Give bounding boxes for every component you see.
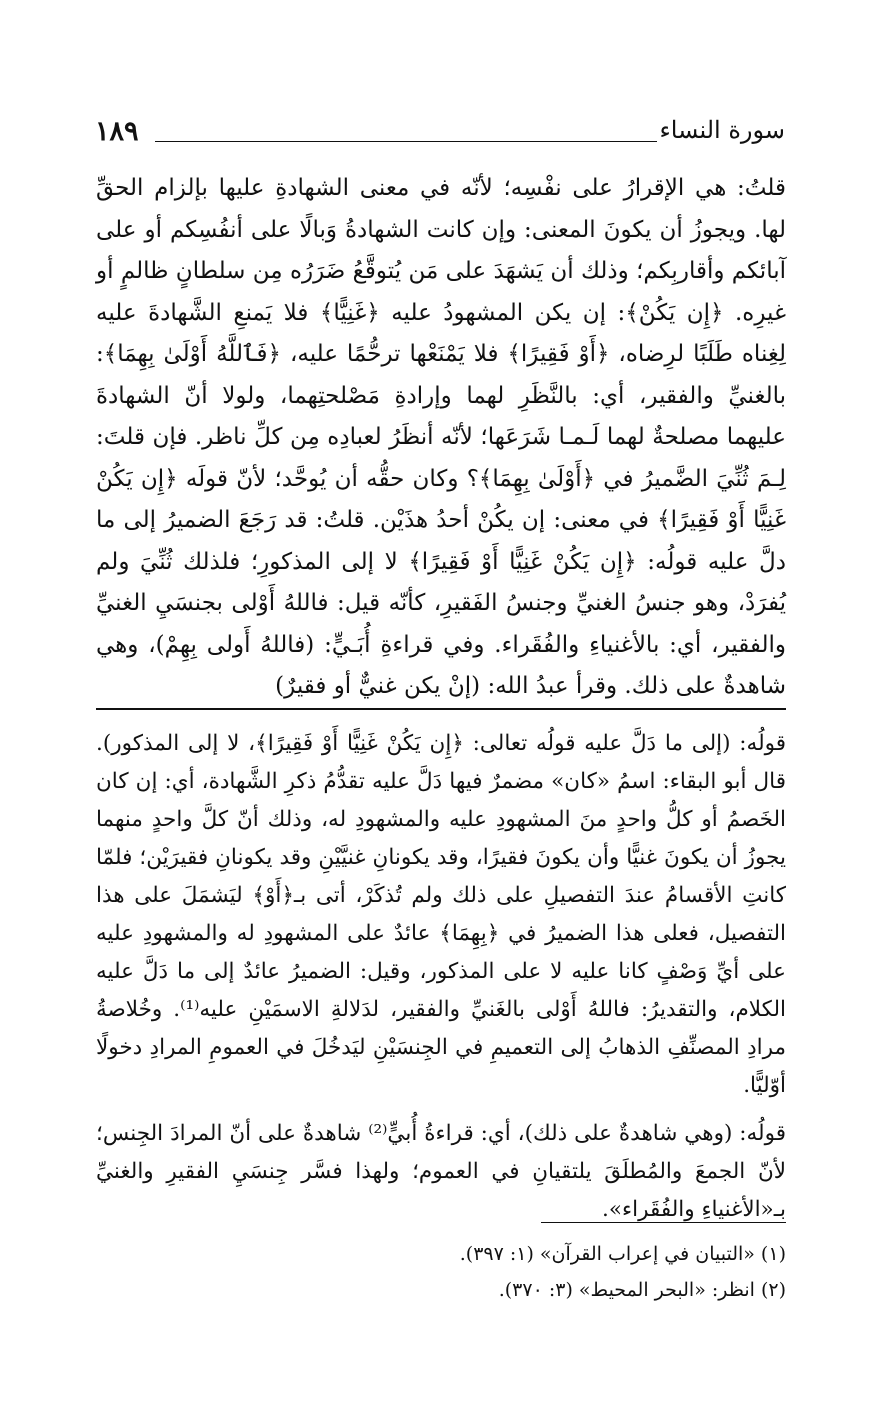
commentary-paragraph-2: قولُه: (وهي شاهدةٌ على ذلك)، أي: قراءةُ أُبيٍّ⁽²⁾ شاهدةٌ على أنّ المرادَ الجِنس؛ لأنّ الجمعَ والمُطلَقَ يلتقيانِ في العموم؛ ولهذا فسَّر جِنسَيِ الفقيرِ والغنيِّ بـ«الأغنياءِ والفُقَراء». — [96, 1121, 786, 1222]
surah-name: سورة النساء — [659, 116, 785, 144]
main-commentary-separator — [96, 708, 786, 710]
page-number: ١٨٩ — [95, 116, 139, 147]
page-header — [95, 112, 785, 162]
footnotes-block — [96, 1236, 786, 1308]
footnote-2: (٢) انظر: «البحر المحيط» (٣: ٣٧٠). — [498, 1279, 786, 1301]
footnote-1: (١) «التبيان في إعراب القرآن» (١: ٣٩٧). — [459, 1243, 786, 1265]
main-paragraph: قلتُ: هي الإقرارُ على نفْسِه؛ لأنّه في معنى الشهادةِ عليها بإلزام الحقِّ لها. ويجوزُ أن يكونَ المعنى: وإن كانت الشهادةُ وَبالًا على أنفُسِكم أو على آبائكم وأقاربِكم؛ وذلك أن يَشهَدَ على مَن يُتوقَّعُ ضَرَرُه مِن سلطانٍ ظالمٍ أو غيرِه. ﴿إِن يَكُنْ﴾: إن يكن المشهودُ عليه ﴿غَنِيًّا﴾ فلا يَمنعِ الشَّهادةَ عليه لِغِناه طَلَبًا لرِضاه، ﴿أَوْ فَقِيرًا﴾ فلا يَمْنَعْها ترحُّمًا عليه، ﴿فَٱللَّهُ أَوْلَىٰ بِهِمَا﴾: بالغنيِّ والفقير، أي: بالنَّظَرِ لهما وإرادةِ مَصْلحتِهما، ولولا أنّ الشهادةَ عليهما مصلحةٌ لهما لَـمـا شَرَعَها؛ لأنّه أنظَرُ لعبادِه مِن كلِّ ناظر. فإن قلتَ: لِـمَ ثُنِّيَ الضَّميرُ في ﴿أَوْلَىٰ بِهِمَا﴾؟ وكان حقُّه أن يُوحَّد؛ لأنّ قولَه ﴿إِن يَكُنْ غَنِيًّا أَوْ فَقِيرًا﴾ في معنى: إن يكُنْ أحدُ هذَيْن. قلتُ: قد رَجَعَ الضميرُ إلى ما دلَّ عليه قولُه: ﴿إِن يَكُنْ غَنِيًّا أَوْ فَقِيرًا﴾ لا إلى المذكورِ؛ فلذلك ثُنِّيَ ولم يُفرَدْ، وهو جنسُ الغنيِّ وجنسُ الفَقيرِ، كأنّه قيل: فاللهُ أَوْلى بجنسَيِ الغنيِّ والفقير، أي: بالأغنياءِ والفُقَراء. وفي قراءةِ أُبَـيٍّ: (فاللهُ أَولى بِهِمْ)، وهي شاهدةٌ على ذلك. وقرأ عبدُ الله: (إنْ يكن غنيٌّ أو فقيرٌ) — [96, 175, 786, 699]
header-rule — [155, 141, 657, 142]
commentary-block — [96, 725, 786, 1239]
main-text-block — [96, 168, 786, 708]
footnote-rule — [541, 1222, 786, 1223]
commentary-paragraph-1: قولُه: (إلى ما دَلَّ عليه قولُه تعالى: ﴿إِن يَكُنْ غَنِيًّا أَوْ فَقِيرًا﴾، لا إلى المذكور). قال أبو البقاء: اسمُ «كان» مضمرٌ فيها دَلَّ عليه تقدُّمُ ذكرِ الشَّهادة، أي: إن كان الخَصمُ أو كلُّ واحدٍ منَ المشهودِ عليه والمشهودِ له، وذلك أنّ كلَّ واحدٍ منهما يجوزُ أن يكونَ غنيًّا وأن يكونَ فقيرًا، وقد يكونانِ غنيَّيْنِ وقد يكونانِ فقيرَيْن؛ فلمّا كانتِ الأقسامُ عندَ التفصيلِ على ذلك ولم تُذكَرْ، أتى بـ﴿أَوْ﴾ ليَشمَلَ على هذا التفصيل، فعلى هذا الضميرُ في ﴿بِهِمَا﴾ عائدٌ على المشهودِ له والمشهودِ عليه على أيِّ وَصْفٍ كانا عليه لا على المذكور، وقيل: الضميرُ عائدٌ إلى ما دَلَّ عليه الكلام، والتقديرُ: فاللهُ أَوْلى بالغَنيِّ والفقير، لدَلالةِ الاسمَيْنِ عليه⁽¹⁾. وخُلاصةُ مرادِ المصنِّفِ الذهابُ إلى التعميمِ في الجِنسَيْنِ ليَدخُلَ في العمومِ المرادِ دخولًا أوّليًّا. — [96, 731, 787, 1098]
